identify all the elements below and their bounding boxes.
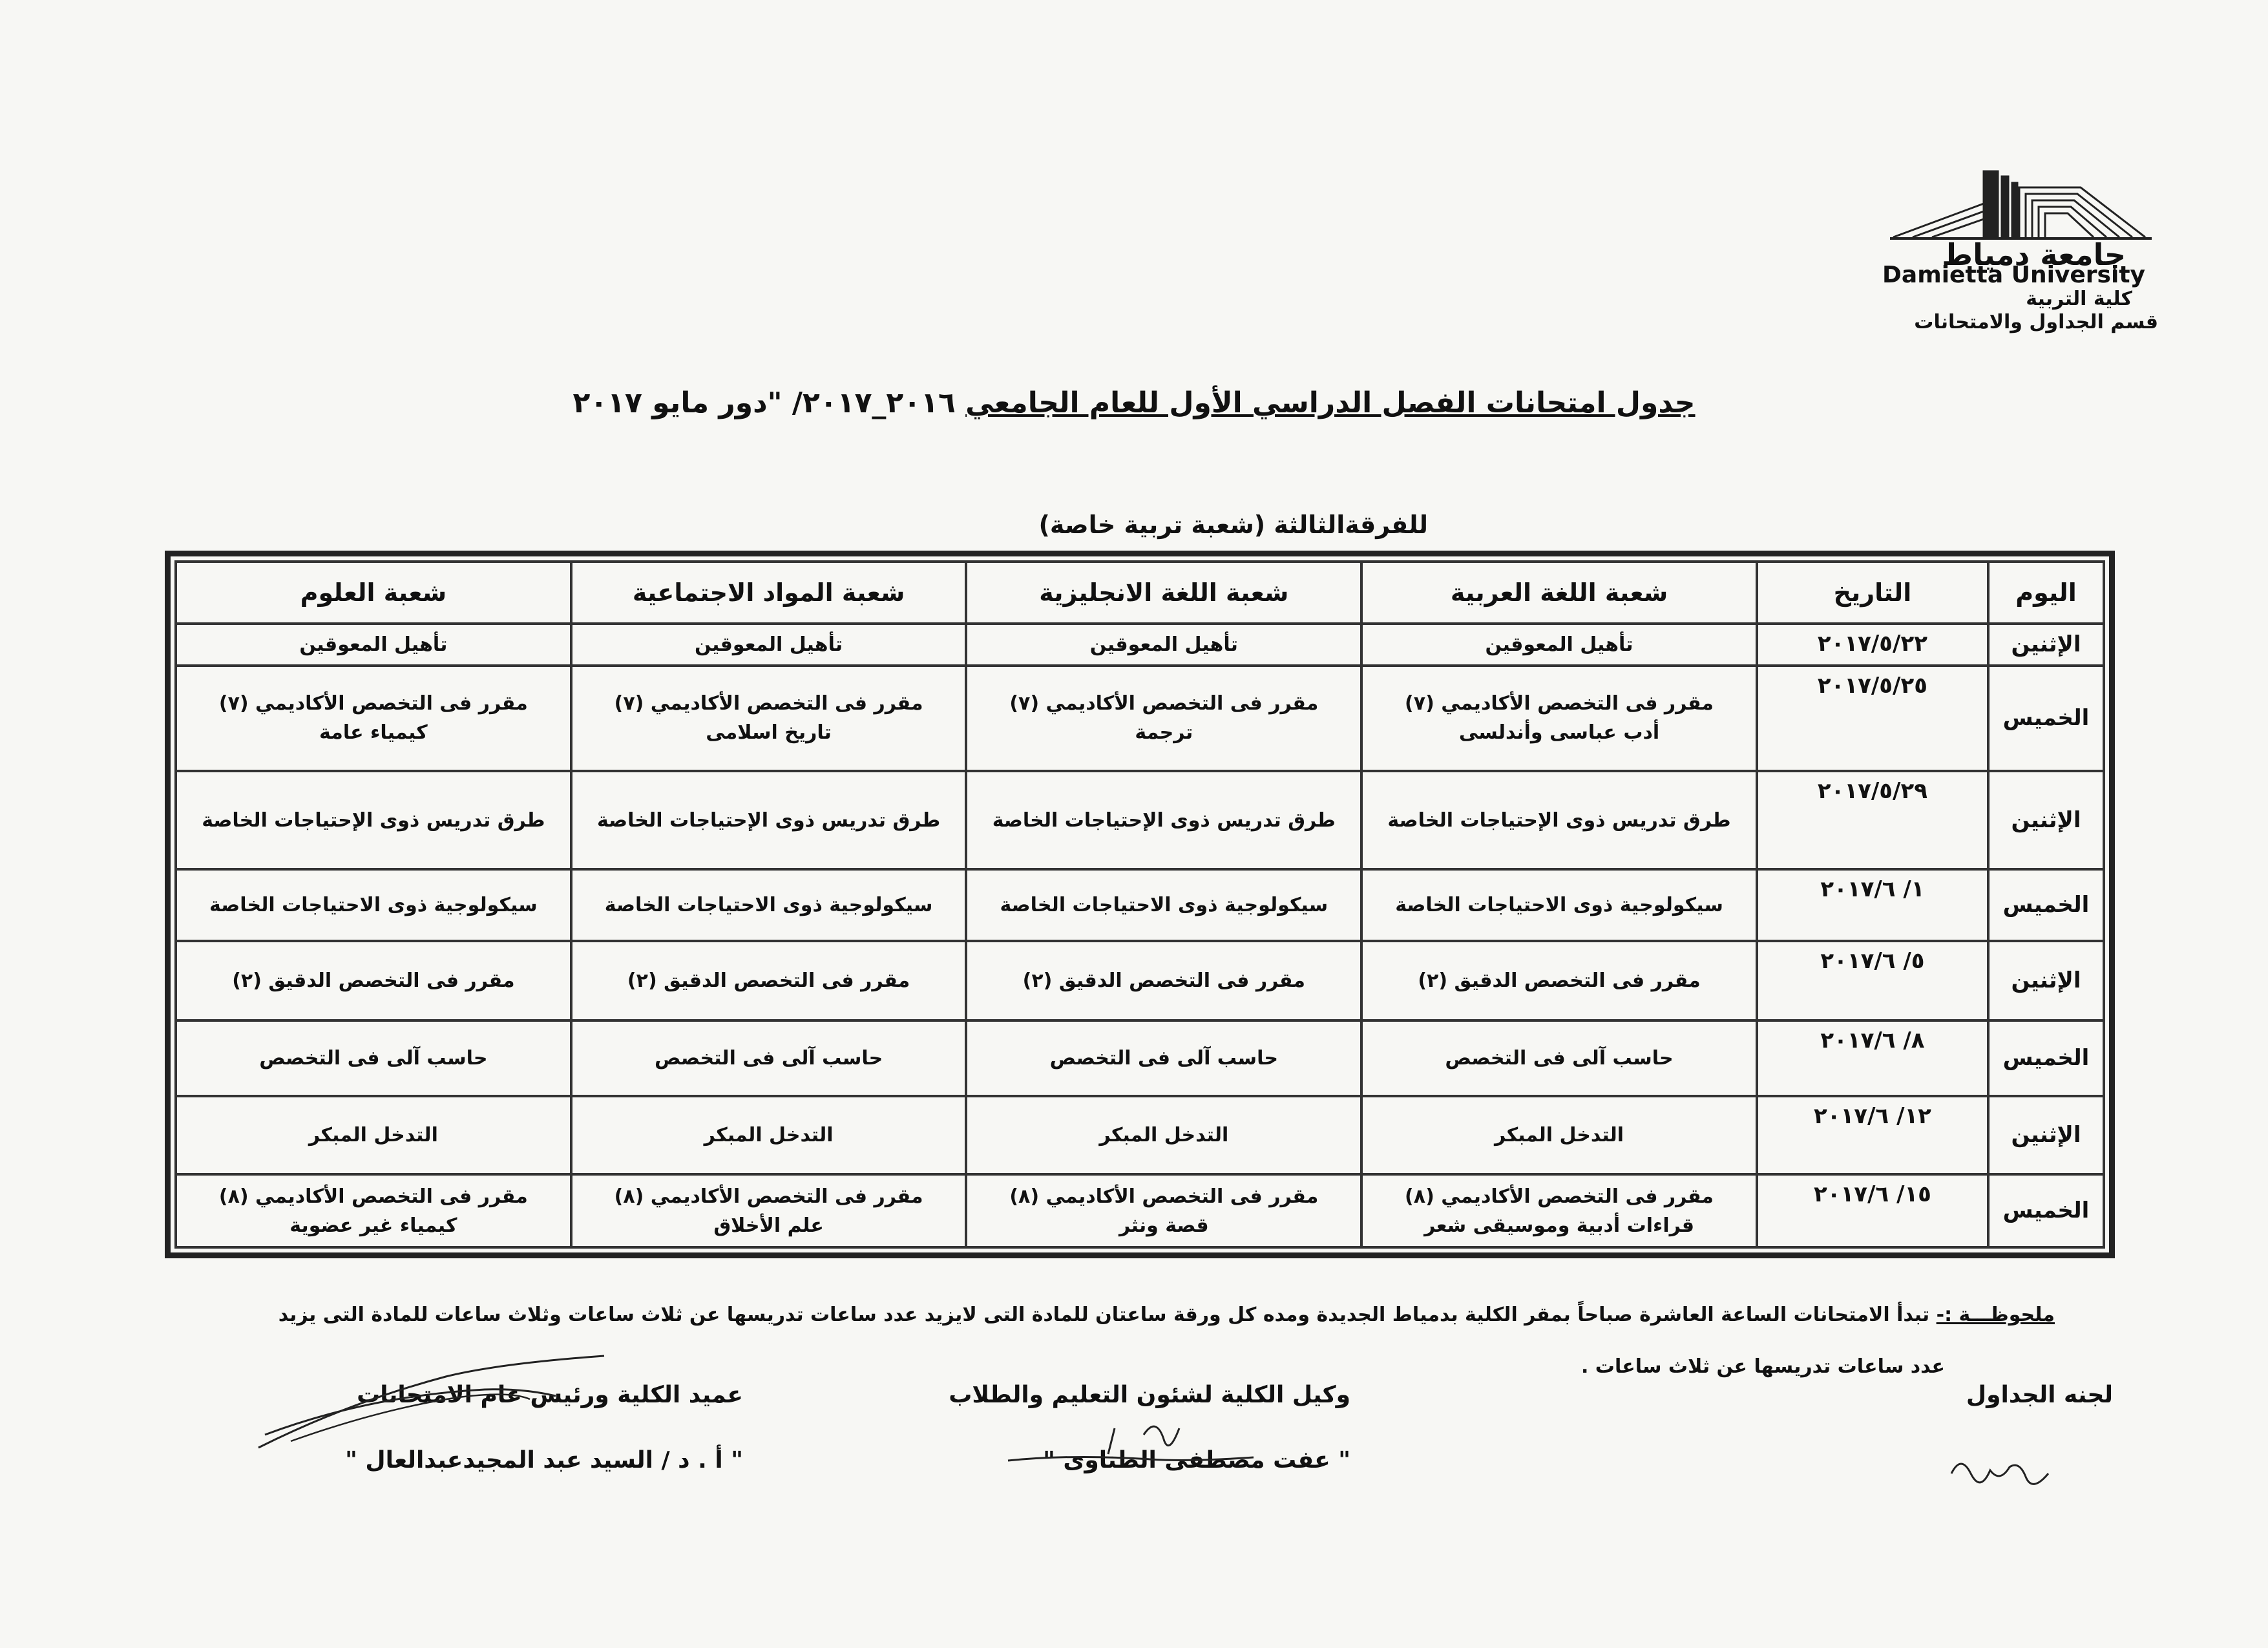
university-name-english: Damietta University — [1882, 262, 2145, 288]
cell-arabic: سيكولوجية ذوى الاحتياجات الخاصة — [1361, 869, 1757, 941]
cell-line: مقرر فى التخصص الأكاديمي (٧) — [1009, 692, 1319, 715]
cell-day: الخميس — [1988, 869, 2104, 941]
header-social: شعبة المواد الاجتماعية — [571, 562, 967, 624]
signature-dean-title: عميد الكلية ورئيس عام الامتحانات — [357, 1382, 743, 1408]
university-name-arabic: جامعة دمياط — [1942, 237, 2126, 272]
handwritten-signature-dean — [252, 1351, 614, 1454]
cell-arabic: حاسب آلى فى التخصص — [1361, 1020, 1757, 1097]
cell-day: الخميس — [1988, 666, 2104, 772]
cell-line: قراءات أدبية وموسيقى شعر — [1424, 1214, 1694, 1237]
cell-day: الإثنين — [1988, 941, 2104, 1020]
cell-arabic: مقرر فى التخصص الدقيق (٢) — [1361, 941, 1757, 1020]
table-row — [176, 869, 2104, 941]
handwritten-signature-committee — [1945, 1448, 2061, 1493]
cell-date: ١٥/ ٢٠١٧/٦ — [1757, 1174, 1988, 1247]
cell-line: أدب عباسى وأندلسى — [1458, 721, 1660, 745]
table-row — [176, 624, 2104, 666]
cell-social — [571, 666, 967, 772]
cell-day: الإثنين — [1988, 624, 2104, 666]
header-date: التاريخ — [1757, 562, 1988, 624]
table-row — [176, 1096, 2104, 1174]
header-day: اليوم — [1988, 562, 2104, 624]
cell-line: مقرر فى التخصص الأكاديمي (٧) — [1405, 692, 1714, 715]
signature-dean-name: " أ . د / السيد عبد المجيدعبدالعال " — [345, 1447, 743, 1474]
table-header-row — [176, 562, 2104, 624]
cell-day: الإثنين — [1988, 1096, 2104, 1174]
cell-science: طرق تدريس ذوى الإحتياجات الخاصة — [176, 771, 571, 869]
table-row — [176, 666, 2104, 772]
cell-line: قصة ونثر — [1118, 1214, 1209, 1237]
cell-science: حاسب آلى فى التخصص — [176, 1020, 571, 1097]
table-row — [176, 771, 2104, 869]
cell-science: مقرر فى التخصص الدقيق (٢) — [176, 941, 571, 1020]
cell-line: كيمياء غير عضوية — [289, 1214, 457, 1237]
note-text: تبدأ الامتحانات الساعة العاشرة صباحاً بمقر الكلية بدمياط الجديدة ومده كل ورقة ساعتان للمادة التى لايزيد عدد ساعات تدريسها عن ثلاث ساعات وثلاث ساعات للمادة التى يزيد — [278, 1304, 1930, 1326]
cell-english: تأهيل المعوقين — [966, 624, 1361, 666]
title-main: جدول امتحانات الفصل الدراسي الأول للعام الجامعي — [965, 386, 1696, 419]
cell-arabic — [1361, 666, 1757, 772]
cell-english: مقرر فى التخصص الدقيق (٢) — [966, 941, 1361, 1020]
cell-day: الخميس — [1988, 1020, 2104, 1097]
cell-science: تأهيل المعوقين — [176, 624, 571, 666]
university-logo — [1874, 165, 2165, 339]
cell-arabic: التدخل المبكر — [1361, 1096, 1757, 1174]
cell-date: ٢٠١٧/٥/٢٩ — [1757, 771, 1988, 869]
cell-science — [176, 1174, 571, 1247]
header-english: شعبة اللغة الانجليزية — [966, 562, 1361, 624]
cell-english: طرق تدريس ذوى الإحتياجات الخاصة — [966, 771, 1361, 869]
cell-date: ٥/ ٢٠١٧/٦ — [1757, 941, 1988, 1020]
header-science: شعبة العلوم — [176, 562, 571, 624]
cell-english — [966, 1174, 1361, 1247]
cell-date: ١/ ٢٠١٧/٦ — [1757, 869, 1988, 941]
cell-date: ٢٠١٧/٥/٢٥ — [1757, 666, 1988, 772]
handwritten-signature-vice-dean — [995, 1389, 1266, 1474]
cell-day: الخميس — [1988, 1174, 2104, 1247]
cell-science: التدخل المبكر — [176, 1096, 571, 1174]
cell-english — [966, 666, 1361, 772]
document-title — [0, 386, 2268, 419]
cell-day: الإثنين — [1988, 771, 2104, 869]
cell-social — [571, 1174, 967, 1247]
note-text-continued: عدد ساعات تدريسها عن ثلاث ساعات . — [1580, 1355, 1945, 1378]
cell-social: مقرر فى التخصص الدقيق (٢) — [571, 941, 967, 1020]
title-year: ٢٠١٦_٢٠١٧/ — [792, 386, 956, 419]
signature-vice-dean-title: وكيل الكلية لشئون التعليم والطلاب — [949, 1382, 1350, 1408]
cell-arabic — [1361, 1174, 1757, 1247]
cell-arabic: طرق تدريس ذوى الإحتياجات الخاصة — [1361, 771, 1757, 869]
cell-arabic: تأهيل المعوقين — [1361, 624, 1757, 666]
cell-social: سيكولوجية ذوى الاحتياجات الخاصة — [571, 869, 967, 941]
cell-line: مقرر فى التخصص الأكاديمي (٨) — [218, 1185, 528, 1208]
header-arabic: شعبة اللغة العربية — [1361, 562, 1757, 624]
title-session: "دور مايو ٢٠١٧ — [572, 386, 782, 419]
exam-schedule-table — [165, 551, 2115, 1258]
cell-line: علم الأخلاق — [713, 1214, 824, 1237]
table-row — [176, 1020, 2104, 1097]
cell-social: تأهيل المعوقين — [571, 624, 967, 666]
department-name: قسم الجداول والامتحانات — [1914, 311, 2158, 333]
signature-committee-title: لجنه الجداول — [1966, 1382, 2113, 1408]
cell-social: حاسب آلى فى التخصص — [571, 1020, 967, 1097]
table-row — [176, 941, 2104, 1020]
cell-english: حاسب آلى فى التخصص — [966, 1020, 1361, 1097]
cell-line: مقرر فى التخصص الأكاديمي (٨) — [614, 1185, 923, 1208]
cell-line: تاريخ اسلامى — [706, 721, 832, 745]
cell-english: سيكولوجية ذوى الاحتياجات الخاصة — [966, 869, 1361, 941]
cell-line: مقرر فى التخصص الأكاديمي (٨) — [1405, 1185, 1714, 1208]
document-subtitle: للفرقةالثالثة (شعبة تربية خاصة) — [1038, 511, 1428, 539]
cell-line: مقرر فى التخصص الأكاديمي (٧) — [218, 692, 528, 715]
cell-date: ٨/ ٢٠١٧/٦ — [1757, 1020, 1988, 1097]
cell-line: مقرر فى التخصص الأكاديمي (٨) — [1009, 1185, 1319, 1208]
cell-date: ١٢/ ٢٠١٧/٦ — [1757, 1096, 1988, 1174]
cell-english: التدخل المبكر — [966, 1096, 1361, 1174]
signature-vice-dean-name: " عفت مصطفى الطناوى " — [1043, 1447, 1350, 1474]
cell-line: كيمياء عامة — [319, 721, 428, 745]
cell-science — [176, 666, 571, 772]
table-row — [176, 1174, 2104, 1247]
faculty-name: كلية التربية — [2026, 288, 2132, 310]
cell-science: سيكولوجية ذوى الاحتياجات الخاصة — [176, 869, 571, 941]
cell-line: ترجمة — [1135, 721, 1193, 745]
cell-social: طرق تدريس ذوى الإحتياجات الخاصة — [571, 771, 967, 869]
cell-date: ٢٠١٧/٥/٢٢ — [1757, 624, 1988, 666]
signature-committee — [1966, 1382, 2113, 1408]
damietta-university-emblem-icon — [1887, 165, 2158, 242]
cell-social: التدخل المبكر — [571, 1096, 967, 1174]
cell-line: مقرر فى التخصص الأكاديمي (٧) — [614, 692, 923, 715]
note-label: ملحوظـــة :- — [1936, 1304, 2055, 1326]
